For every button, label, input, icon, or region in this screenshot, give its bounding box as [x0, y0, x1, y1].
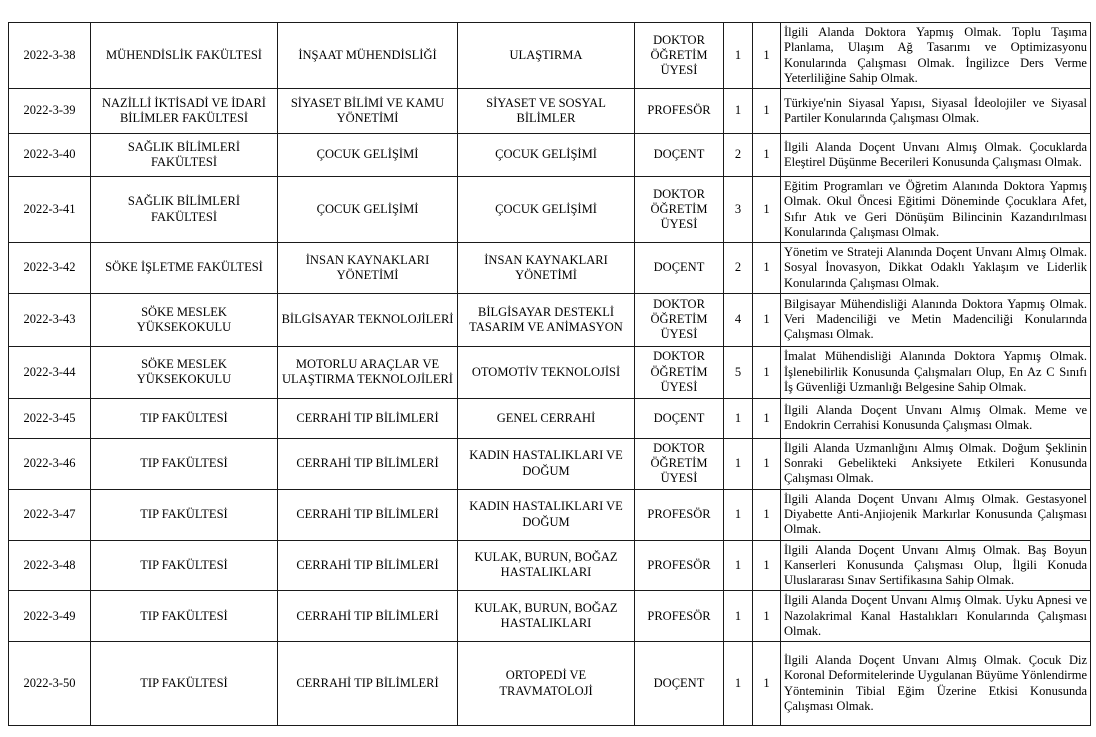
department-cell: İNŞAAT MÜHENDİSLİĞİ — [278, 23, 458, 89]
grade-cell: 1 — [753, 243, 781, 294]
grade-cell: 1 — [753, 489, 781, 540]
grade-cell: 1 — [753, 642, 781, 726]
program-cell: ÇOCUK GELİŞİMİ — [458, 134, 635, 177]
faculty-cell: SÖKE MESLEK YÜKSEKOKULU — [91, 346, 278, 398]
table-row — [9, 591, 1091, 642]
department-cell: CERRAHİ TIP BİLİMLERİ — [278, 591, 458, 642]
program-cell: KULAK, BURUN, BOĞAZ HASTALIKLARI — [458, 540, 635, 591]
table-row — [9, 642, 1091, 726]
grade-cell: 1 — [753, 540, 781, 591]
table-row — [9, 398, 1091, 438]
table-row — [9, 23, 1091, 89]
faculty-cell: TIP FAKÜLTESİ — [91, 398, 278, 438]
announcement-number-cell: 2022-3-48 — [9, 540, 91, 591]
department-cell: CERRAHİ TIP BİLİMLERİ — [278, 489, 458, 540]
table-row — [9, 177, 1091, 243]
department-cell: SİYASET BİLİMİ VE KAMU YÖNETİMİ — [278, 89, 458, 134]
title-cell: DOÇENT — [635, 398, 724, 438]
requirements-description-cell: İlgili Alanda Doçent Unvanı Almış Olmak. Çocuk Diz Koronal Deformitelerinde Uygulanan Büyüme Yönlendirme Yönteminin Tibial Eğim Üzerine Etkisi Konusunda Çalışması Olmak. — [781, 642, 1091, 726]
position-count-cell: 1 — [724, 89, 753, 134]
faculty-cell: TIP FAKÜLTESİ — [91, 438, 278, 489]
position-count-cell: 1 — [724, 23, 753, 89]
requirements-description-cell: Türkiye'nin Siyasal Yapısı, Siyasal İdeolojiler ve Siyasal Partiler Konularında Çalışması Olmak. — [781, 89, 1091, 134]
announcement-number-cell: 2022-3-40 — [9, 134, 91, 177]
grade-cell: 1 — [753, 177, 781, 243]
position-count-cell: 1 — [724, 540, 753, 591]
announcement-number-cell: 2022-3-41 — [9, 177, 91, 243]
program-cell: ULAŞTIRMA — [458, 23, 635, 89]
announcement-number-cell: 2022-3-39 — [9, 89, 91, 134]
grade-cell: 1 — [753, 346, 781, 398]
announcement-number-cell: 2022-3-49 — [9, 591, 91, 642]
table-row — [9, 89, 1091, 134]
announcement-number-cell: 2022-3-45 — [9, 398, 91, 438]
program-cell: OTOMOTİV TEKNOLOJİSİ — [458, 346, 635, 398]
announcement-number-cell: 2022-3-46 — [9, 438, 91, 489]
title-cell: PROFESÖR — [635, 591, 724, 642]
position-count-cell: 1 — [724, 591, 753, 642]
grade-cell: 1 — [753, 293, 781, 346]
announcement-number-cell: 2022-3-44 — [9, 346, 91, 398]
grade-cell: 1 — [753, 23, 781, 89]
title-cell: DOKTOR ÖĞRETİM ÜYESİ — [635, 293, 724, 346]
department-cell: İNSAN KAYNAKLARI YÖNETİMİ — [278, 243, 458, 294]
faculty-cell: SÖKE MESLEK YÜKSEKOKULU — [91, 293, 278, 346]
faculty-cell: TIP FAKÜLTESİ — [91, 591, 278, 642]
title-cell: DOKTOR ÖĞRETİM ÜYESİ — [635, 346, 724, 398]
announcement-number-cell: 2022-3-50 — [9, 642, 91, 726]
position-count-cell: 5 — [724, 346, 753, 398]
table-row — [9, 438, 1091, 489]
requirements-description-cell: İlgili Alanda Doçent Unvanı Almış Olmak. Meme ve Endokrin Cerrahisi Konusunda Çalışması Olmak. — [781, 398, 1091, 438]
program-cell: KADIN HASTALIKLARI VE DOĞUM — [458, 489, 635, 540]
department-cell: BİLGİSAYAR TEKNOLOJİLERİ — [278, 293, 458, 346]
faculty-cell: SÖKE İŞLETME FAKÜLTESİ — [91, 243, 278, 294]
program-cell: İNSAN KAYNAKLARI YÖNETİMİ — [458, 243, 635, 294]
department-cell: MOTORLU ARAÇLAR VE ULAŞTIRMA TEKNOLOJİLERİ — [278, 346, 458, 398]
table-row — [9, 346, 1091, 398]
requirements-description-cell: İlgili Alanda Doçent Unvanı Almış Olmak. Uyku Apnesi ve Nazolakrimal Kanal Hastalıkları Konularında Çalışması Olmak. — [781, 591, 1091, 642]
position-count-cell: 4 — [724, 293, 753, 346]
requirements-description-cell: İlgili Alanda Doçent Unvanı Almış Olmak. Gestasyonel Diyabette Anti-Anjiojenik Markırlar Konusunda Çalışması Olmak. — [781, 489, 1091, 540]
title-cell: DOÇENT — [635, 243, 724, 294]
requirements-description-cell: İlgili Alanda Doçent Unvanı Almış Olmak. Baş Boyun Kanserleri Konusunda Çalışması Olup, İlgili Konuda Uluslararası Sınav Sertifikasına Sahip Olmak. — [781, 540, 1091, 591]
requirements-description-cell: İlgili Alanda Uzmanlığını Almış Olmak. Doğum Şeklinin Sonraki Gebelikteki Anksiyete Etkileri Konusunda Çalışması Olmak. — [781, 438, 1091, 489]
table-row — [9, 540, 1091, 591]
requirements-description-cell: İlgili Alanda Doçent Unvanı Almış Olmak. Çocuklarda Eleştirel Düşünme Becerileri Konusunda Çalışması Olmak. — [781, 134, 1091, 177]
requirements-description-cell: İmalat Mühendisliği Alanında Doktora Yapmış Olmak. İşlenebilirlik Konusunda Çalışmaları Olup, En Az C Sınıfı İş Güvenliği Uzmanlığı Belgesine Sahip Olmak. — [781, 346, 1091, 398]
title-cell: DOÇENT — [635, 134, 724, 177]
requirements-description-cell: İlgili Alanda Doktora Yapmış Olmak. Toplu Taşıma Planlama, Ulaşım Ağ Tasarımı ve Optimizasyonu Konularında Çalışması Olmak. İngilizce Ders Verme Yeterliliğine Sahip Olmak. — [781, 23, 1091, 89]
program-cell: ÇOCUK GELİŞİMİ — [458, 177, 635, 243]
position-count-cell: 2 — [724, 243, 753, 294]
department-cell: CERRAHİ TIP BİLİMLERİ — [278, 540, 458, 591]
table-row — [9, 243, 1091, 294]
announcement-number-cell: 2022-3-47 — [9, 489, 91, 540]
position-count-cell: 3 — [724, 177, 753, 243]
department-cell: CERRAHİ TIP BİLİMLERİ — [278, 438, 458, 489]
position-count-cell: 1 — [724, 489, 753, 540]
faculty-cell: SAĞLIK BİLİMLERİ FAKÜLTESİ — [91, 177, 278, 243]
program-cell: SİYASET VE SOSYAL BİLİMLER — [458, 89, 635, 134]
table-row — [9, 293, 1091, 346]
department-cell: ÇOCUK GELİŞİMİ — [278, 134, 458, 177]
faculty-cell: NAZİLLİ İKTİSADİ VE İDARİ BİLİMLER FAKÜLTESİ — [91, 89, 278, 134]
positions-table — [8, 22, 1091, 726]
requirements-description-cell: Eğitim Programları ve Öğretim Alanında Doktora Yapmış Olmak. Okul Öncesi Eğitimi Döneminde Çocuklara Afet, Sıfır Atık ve Geri Dönüşüm Bilincinin Kazandırılması Konularında Çalışması Olmak. — [781, 177, 1091, 243]
table-row — [9, 489, 1091, 540]
announcement-number-cell: 2022-3-42 — [9, 243, 91, 294]
faculty-cell: TIP FAKÜLTESİ — [91, 642, 278, 726]
position-count-cell: 1 — [724, 642, 753, 726]
grade-cell: 1 — [753, 89, 781, 134]
title-cell: PROFESÖR — [635, 540, 724, 591]
program-cell: ORTOPEDİ VE TRAVMATOLOJİ — [458, 642, 635, 726]
grade-cell: 1 — [753, 438, 781, 489]
program-cell: BİLGİSAYAR DESTEKLİ TASARIM VE ANİMASYON — [458, 293, 635, 346]
table-row — [9, 134, 1091, 177]
department-cell: CERRAHİ TIP BİLİMLERİ — [278, 642, 458, 726]
faculty-cell: MÜHENDİSLİK FAKÜLTESİ — [91, 23, 278, 89]
title-cell: DOKTOR ÖĞRETİM ÜYESİ — [635, 438, 724, 489]
grade-cell: 1 — [753, 134, 781, 177]
position-count-cell: 1 — [724, 398, 753, 438]
title-cell: DOKTOR ÖĞRETİM ÜYESİ — [635, 177, 724, 243]
positions-table-body — [9, 23, 1091, 726]
position-count-cell: 2 — [724, 134, 753, 177]
title-cell: PROFESÖR — [635, 89, 724, 134]
title-cell: DOKTOR ÖĞRETİM ÜYESİ — [635, 23, 724, 89]
requirements-description-cell: Bilgisayar Mühendisliği Alanında Doktora Yapmış Olmak. Veri Madenciliği ve Metin Madenciliği Konularında Çalışması Olmak. — [781, 293, 1091, 346]
position-count-cell: 1 — [724, 438, 753, 489]
program-cell: KADIN HASTALIKLARI VE DOĞUM — [458, 438, 635, 489]
grade-cell: 1 — [753, 591, 781, 642]
announcement-number-cell: 2022-3-38 — [9, 23, 91, 89]
program-cell: KULAK, BURUN, BOĞAZ HASTALIKLARI — [458, 591, 635, 642]
department-cell: CERRAHİ TIP BİLİMLERİ — [278, 398, 458, 438]
program-cell: GENEL CERRAHİ — [458, 398, 635, 438]
title-cell: DOÇENT — [635, 642, 724, 726]
requirements-description-cell: Yönetim ve Strateji Alanında Doçent Unvanı Almış Olmak. Sosyal İnovasyon, Dikkat Odaklı Yaklaşım ve Liderlik Konularında Çalışması Olmak. — [781, 243, 1091, 294]
announcement-number-cell: 2022-3-43 — [9, 293, 91, 346]
grade-cell: 1 — [753, 398, 781, 438]
faculty-cell: TIP FAKÜLTESİ — [91, 540, 278, 591]
title-cell: PROFESÖR — [635, 489, 724, 540]
department-cell: ÇOCUK GELİŞİMİ — [278, 177, 458, 243]
faculty-cell: SAĞLIK BİLİMLERİ FAKÜLTESİ — [91, 134, 278, 177]
faculty-cell: TIP FAKÜLTESİ — [91, 489, 278, 540]
